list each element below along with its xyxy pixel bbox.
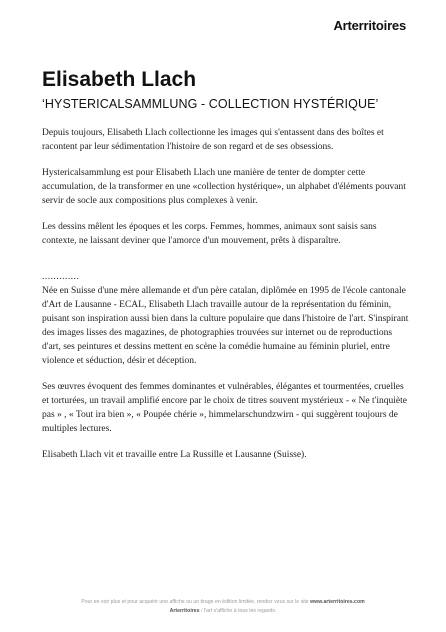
body-text (42, 126, 410, 474)
footer-website-link[interactable]: www.arterritoires.com (310, 599, 365, 605)
intro-paragraph: Depuis toujours, Elisabeth Llach collectionne les images qui s'entassent dans des boîtes et racontent par leur sédimentation l'histoire de son regard et de ses obsessions. (42, 128, 384, 152)
concept-paragraph: Hystericalsammlung est pour Elisabeth Llach une manière de tenter de dompter cette accumulation, de la transformer en une «collection hystérique», un alphabet d'éléments pouvant servir de socle aux compositions plus complexes à venir. (42, 168, 406, 206)
drawings-paragraph: Les dessins mêlent les époques et les corps. Femmes, hommes, animaux sont saisis sans contexte, ne laissant deviner que l'amorce d'un mouvement, prêts à disparaître. (42, 222, 377, 246)
title-block (42, 68, 406, 112)
residence-paragraph: Elisabeth Llach vit et travaille entre La Russille et Lausanne (Suisse). (42, 450, 307, 460)
footer (10, 598, 436, 616)
artist-name: Elisabeth Llach (42, 68, 197, 91)
separator-dots: ............. (42, 272, 80, 282)
works-paragraph: Ses œuvres évoquent des femmes dominantes et vulnérables, élégantes et tourmentées, cruelles et torturées, un travail amplifié encore par le choix de titres souvent mystérieux - « Ne t'inquiète pas » , « Tout ira bien », « Poupée chérie », himmelarschundzwirn - qui suggèrent toujours de multiples lectures. (42, 382, 407, 434)
footer-line-1 (10, 598, 436, 607)
footer-tagline: / l'art s'affiche à tous les regards. (199, 608, 277, 614)
brand-logo: Arterritoires (333, 18, 406, 33)
footer-line-2 (10, 607, 436, 616)
biography-paragraph: Née en Suisse d'une mère allemande et d'un père catalan, diplômée en 1995 de l'école cantonale d'Art de Lausanne - ECAL, Elisabeth Llach travaille autour de la représentation du féminin, puisant son inspiration aussi bien dans la culture populaire que dans l'histoire de l'art. S'inspirant des images lisses des magazines, de photographies trouvées sur internet ou de reproductions d'art, ses peintures et dessins mettent en scène la comédie humaine au féminin pluriel, entre violence et séduction, désir et déception. (42, 286, 409, 366)
artwork-title: ‘HYSTERICALSAMMLUNG - COLLECTION HYSTÉRIQUE’ (42, 97, 379, 111)
footer-text: Pour en voir plus et pour acquérir une affiche ou un tirage en édition limitée, rendez vous sur le site (81, 599, 311, 605)
footer-brand: Arterritoires (169, 608, 200, 614)
